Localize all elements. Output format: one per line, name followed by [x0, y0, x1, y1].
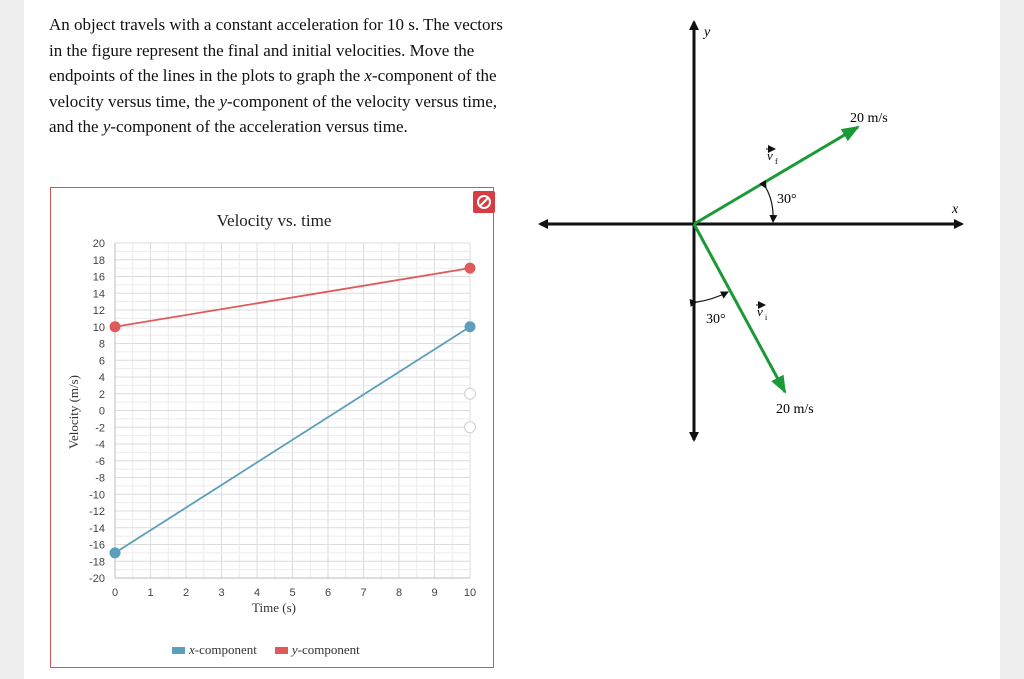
y-tick-label: 16 — [92, 271, 105, 284]
y-tick-label: 10 — [92, 321, 105, 334]
legend-swatch-y — [275, 647, 288, 654]
velocity-vector-diagram — [530, 15, 970, 455]
series-handle-y[interactable] — [465, 263, 476, 274]
x-tick-label: 9 — [431, 587, 438, 599]
svg-text:v: v — [757, 304, 763, 319]
empty-handle[interactable] — [465, 422, 476, 433]
series-handle-x[interactable] — [465, 321, 476, 332]
y-tick-label: 20 — [92, 238, 105, 250]
x-tick-label: 1 — [147, 587, 154, 599]
x-axis-ticks — [112, 587, 476, 599]
y-tick-label: -12 — [89, 506, 105, 518]
y-tick-label: -20 — [89, 573, 105, 585]
y-tick-label: 18 — [92, 254, 105, 267]
x-tick-label: 5 — [289, 587, 296, 599]
diagram-axis-y-label: y — [704, 25, 711, 40]
x-axis-label: Time (s) — [252, 600, 296, 615]
x-tick-label: 6 — [324, 587, 332, 599]
y-tick-label: 12 — [92, 305, 105, 317]
svg-text:i: i — [765, 313, 768, 322]
vi-vector — [694, 224, 785, 392]
series-handle-x[interactable] — [110, 547, 121, 558]
y-tick-label: -6 — [95, 455, 105, 468]
problem-text-3: -component of the velocity versus time, and the — [49, 91, 498, 136]
y-tick-label: -16 — [89, 539, 105, 552]
vf-label — [766, 148, 778, 166]
angle-arc-f — [766, 188, 773, 222]
svg-text:v: v — [767, 148, 773, 163]
x-tick-label: 2 — [182, 587, 190, 599]
legend-label-y: y-component — [291, 642, 360, 657]
vf-vector — [694, 127, 858, 224]
chart-title: Velocity vs. time — [216, 211, 332, 230]
y-tick-label: -10 — [89, 489, 105, 502]
y-tick-label: -8 — [95, 472, 105, 485]
y-tick-label: 6 — [98, 355, 105, 368]
y-tick-label: -2 — [95, 422, 105, 435]
angle-arc-i — [697, 292, 728, 302]
angle-f-label: 30° — [777, 192, 797, 207]
y-tick-label: 0 — [98, 405, 105, 418]
var-y-1: y — [219, 91, 227, 111]
vi-magnitude: 20 m/s — [776, 402, 814, 417]
chart-grid — [115, 243, 470, 578]
series-handle-y[interactable] — [110, 321, 121, 332]
x-tick-label: 10 — [463, 587, 477, 599]
var-x: x — [364, 66, 372, 85]
no-entry-icon — [473, 191, 495, 213]
reset-button[interactable] — [473, 191, 495, 213]
y-tick-label: 4 — [98, 372, 105, 384]
x-tick-label: 8 — [395, 587, 403, 599]
x-tick-label: 0 — [111, 587, 119, 599]
problem-text-2: -component of the velocity versus time, the — [49, 66, 497, 111]
y-tick-label: -18 — [89, 556, 105, 569]
legend-label-x: x-component — [189, 642, 257, 657]
svg-text:f: f — [775, 157, 778, 166]
y-tick-label: 2 — [98, 388, 105, 401]
x-tick-label: 3 — [218, 587, 225, 599]
diagram-axis-x-label: x — [952, 202, 959, 217]
angle-i-label: 30° — [706, 312, 726, 327]
problem-text-1: An object travels with a constant acceleration for 10 s. The vectors in the figure represent the final and initial velocities. Move the endpoints of the lines in the plots to graph the — [49, 15, 503, 85]
problem-text-4: -component of the acceleration versus time. — [110, 117, 408, 136]
y-axis-label: Velocity (m/s) — [66, 374, 81, 450]
y-axis-ticks — [89, 238, 105, 585]
x-tick-label: 7 — [360, 587, 367, 599]
chart-legend — [172, 642, 360, 658]
vi-label — [756, 304, 768, 322]
var-y-2: y — [102, 117, 111, 136]
x-tick-label: 4 — [253, 587, 261, 599]
legend-swatch-x — [172, 647, 185, 654]
legend-item-y[interactable] — [275, 642, 360, 658]
empty-handle[interactable] — [465, 388, 476, 399]
y-tick-label: -14 — [89, 522, 105, 535]
y-tick-label: 8 — [98, 338, 105, 351]
y-tick-label: -4 — [95, 439, 105, 451]
y-tick-label: 14 — [92, 288, 105, 301]
vf-magnitude: 20 m/s — [850, 111, 888, 126]
legend-item-x[interactable] — [172, 642, 257, 658]
